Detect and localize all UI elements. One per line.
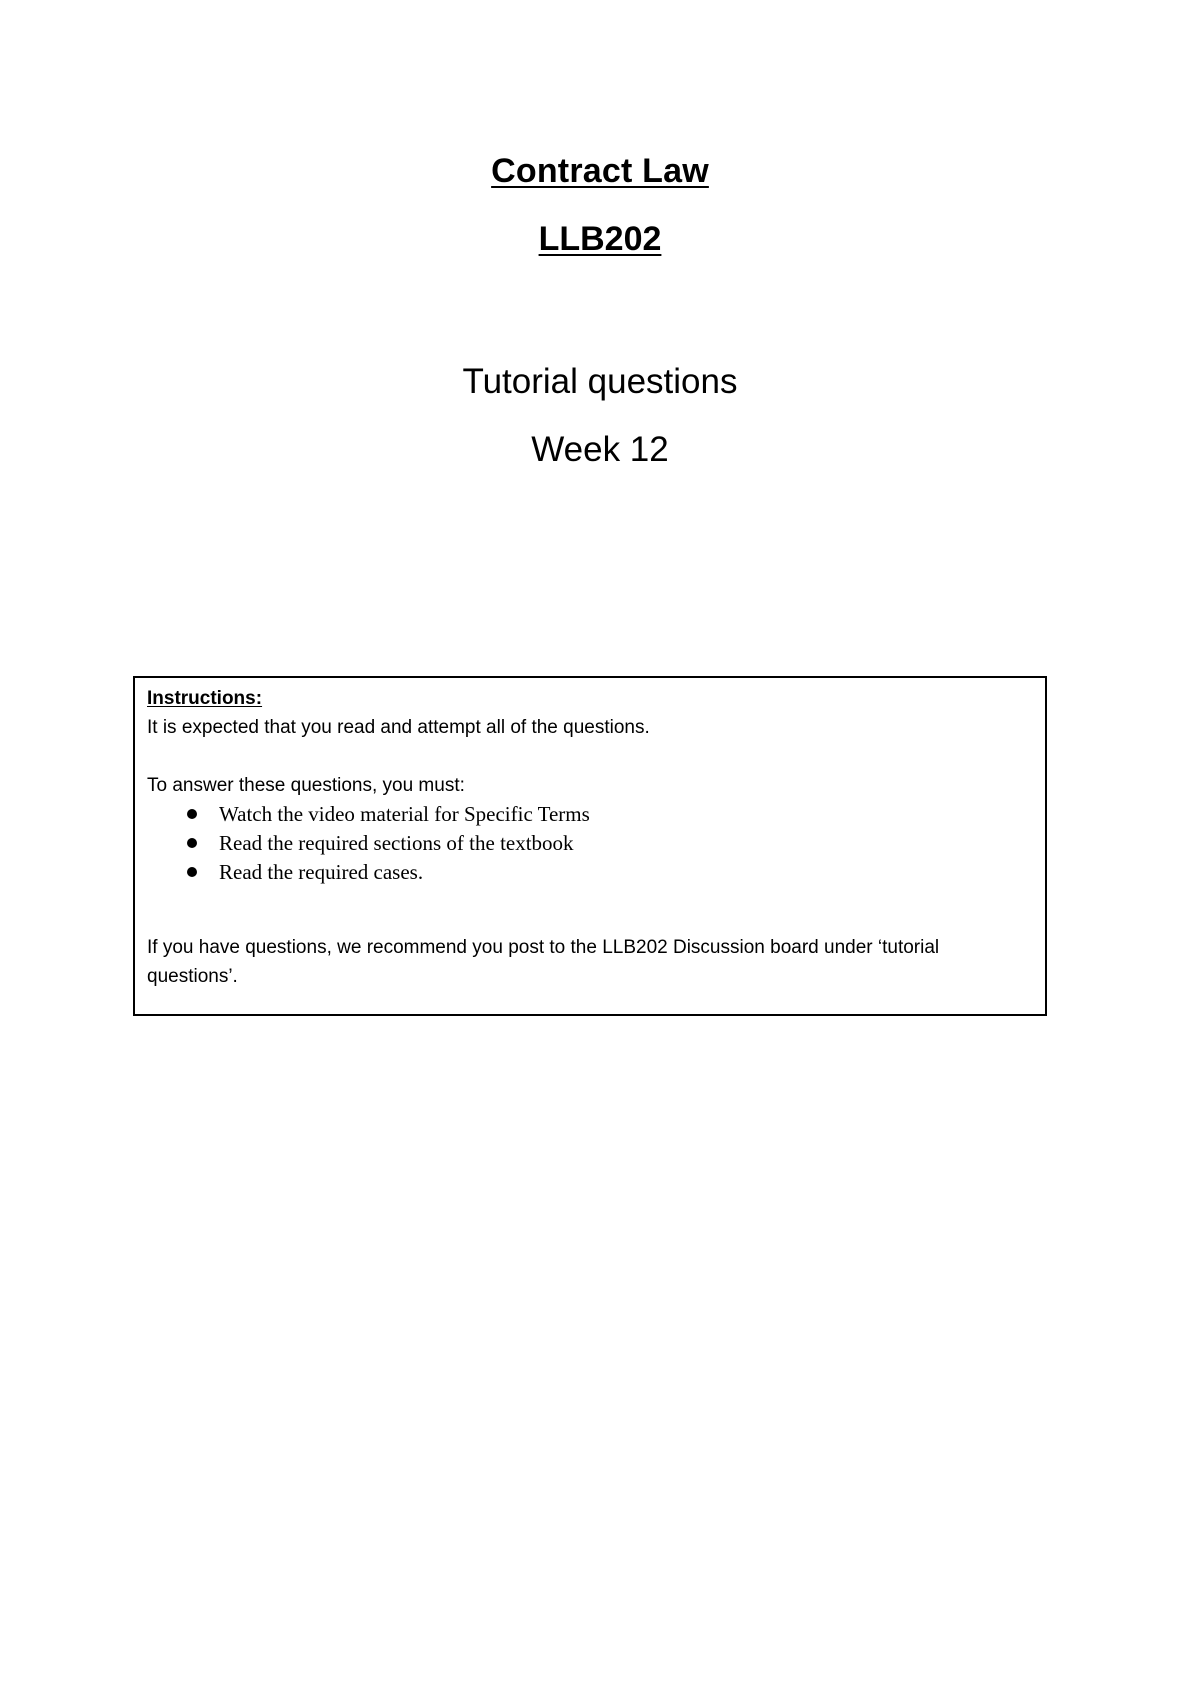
bullet-icon: [187, 809, 197, 819]
list-item: [147, 829, 1033, 858]
course-code: LLB202: [538, 220, 662, 258]
list-item-text: Watch the video material for Specific Terms: [219, 802, 590, 826]
instructions-line-discussion: If you have questions, we recommend you post to the LLB202 Discussion board under ‘tutorial questions’.: [147, 937, 940, 987]
list-item: [147, 800, 1033, 829]
instructions-line-expectation: It is expected that you read and attempt all of the questions.: [147, 717, 650, 738]
document-type: Tutorial questions: [462, 362, 738, 401]
list-item: [147, 858, 1033, 887]
instructions-box: [133, 676, 1047, 1016]
requirements-list: [147, 800, 1033, 887]
bullet-icon: [187, 838, 197, 848]
spacer: [147, 887, 1033, 933]
bullet-icon: [187, 867, 197, 877]
instructions-heading: Instructions:: [147, 688, 263, 709]
course-title: Contract Law: [491, 152, 709, 190]
list-item-text: Read the required sections of the textbook: [219, 831, 574, 855]
list-item-text: Read the required cases.: [219, 860, 424, 884]
week-label: Week 12: [531, 430, 669, 469]
instructions-line-requirements: To answer these questions, you must:: [147, 775, 465, 796]
spacer: [147, 742, 1033, 771]
